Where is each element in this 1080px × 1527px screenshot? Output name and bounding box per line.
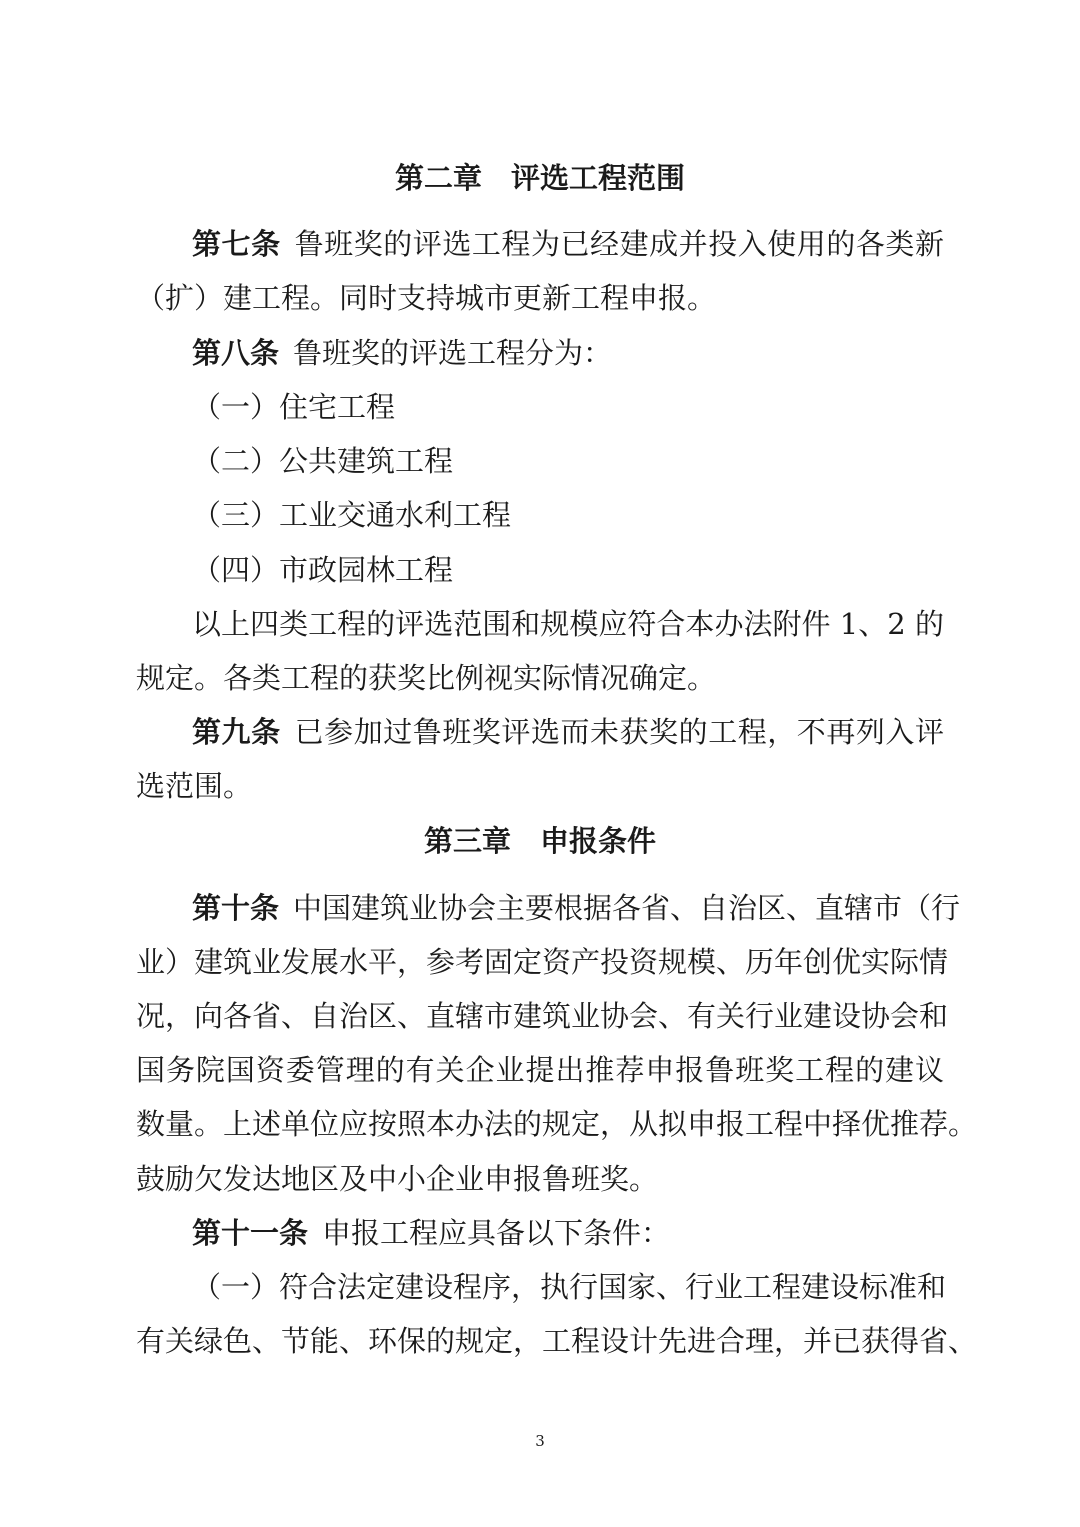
- article-10-line-1: 第十条 中国建筑业协会主要根据各省、自治区、直辖市（行: [192, 891, 961, 925]
- list-item-residential: （一）住宅工程: [192, 390, 396, 424]
- article-10-line-4: 国务院国资委管理的有关企业提出推荐申报鲁班奖工程的建议: [136, 1053, 944, 1087]
- article-7-label: 第七条: [192, 227, 281, 261]
- chapter-2-heading: 第二章 评选工程范围: [394, 161, 685, 195]
- article-8-note-line-1: 以上四类工程的评选范围和规模应符合本办法附件 1、2 的: [192, 607, 944, 641]
- article-9-label: 第九条: [192, 715, 281, 749]
- article-9-line-2: 选范围。: [136, 769, 253, 803]
- article-10-line-6: 鼓励欠发达地区及中小企业申报鲁班奖。: [136, 1162, 659, 1196]
- article-8-note-line-2: 规定。各类工程的获奖比例视实际情况确定。: [136, 661, 717, 695]
- article-11-item-1-line-1: （一）符合法定建设程序，执行国家、行业工程建设标准和: [192, 1270, 947, 1304]
- article-11-item-1-line-2: 有关绿色、节能、环保的规定，工程设计先进合理，并已获得省、: [136, 1324, 978, 1358]
- article-8-line-1: 第八条 鲁班奖的评选工程分为：: [192, 336, 613, 370]
- article-10-label: 第十条: [192, 891, 280, 925]
- list-item-industrial-transport: （三）工业交通水利工程: [192, 498, 512, 532]
- list-item-municipal-garden: （四）市政园林工程: [192, 553, 454, 587]
- article-7-line-2: （扩）建工程。同时支持城市更新工程申报。: [136, 281, 717, 315]
- list-item-public-building: （二）公共建筑工程: [192, 444, 454, 478]
- article-7-line-1: 第七条 鲁班奖的评选工程为已经建成并投入使用的各类新: [192, 227, 944, 261]
- article-8-label: 第八条: [192, 336, 280, 370]
- chapter-3-heading: 第三章 申报条件: [423, 824, 656, 858]
- article-9-line-1: 第九条 已参加过鲁班奖评选而未获奖的工程，不再列入评: [192, 715, 944, 749]
- article-10-line-5: 数量。上述单位应按照本办法的规定，从拟申报工程中择优推荐。: [136, 1107, 978, 1141]
- article-10-line-2: 业）建筑业发展水平，参考固定资产投资规模、历年创优实际情: [136, 945, 949, 979]
- page-number: 3: [535, 1432, 545, 1450]
- article-11-label: 第十一条: [192, 1216, 309, 1250]
- article-10-line-3: 况，向各省、自治区、直辖市建筑业协会、有关行业建设协会和: [136, 999, 949, 1033]
- article-11-line-1: 第十一条 申报工程应具备以下条件：: [192, 1216, 671, 1250]
